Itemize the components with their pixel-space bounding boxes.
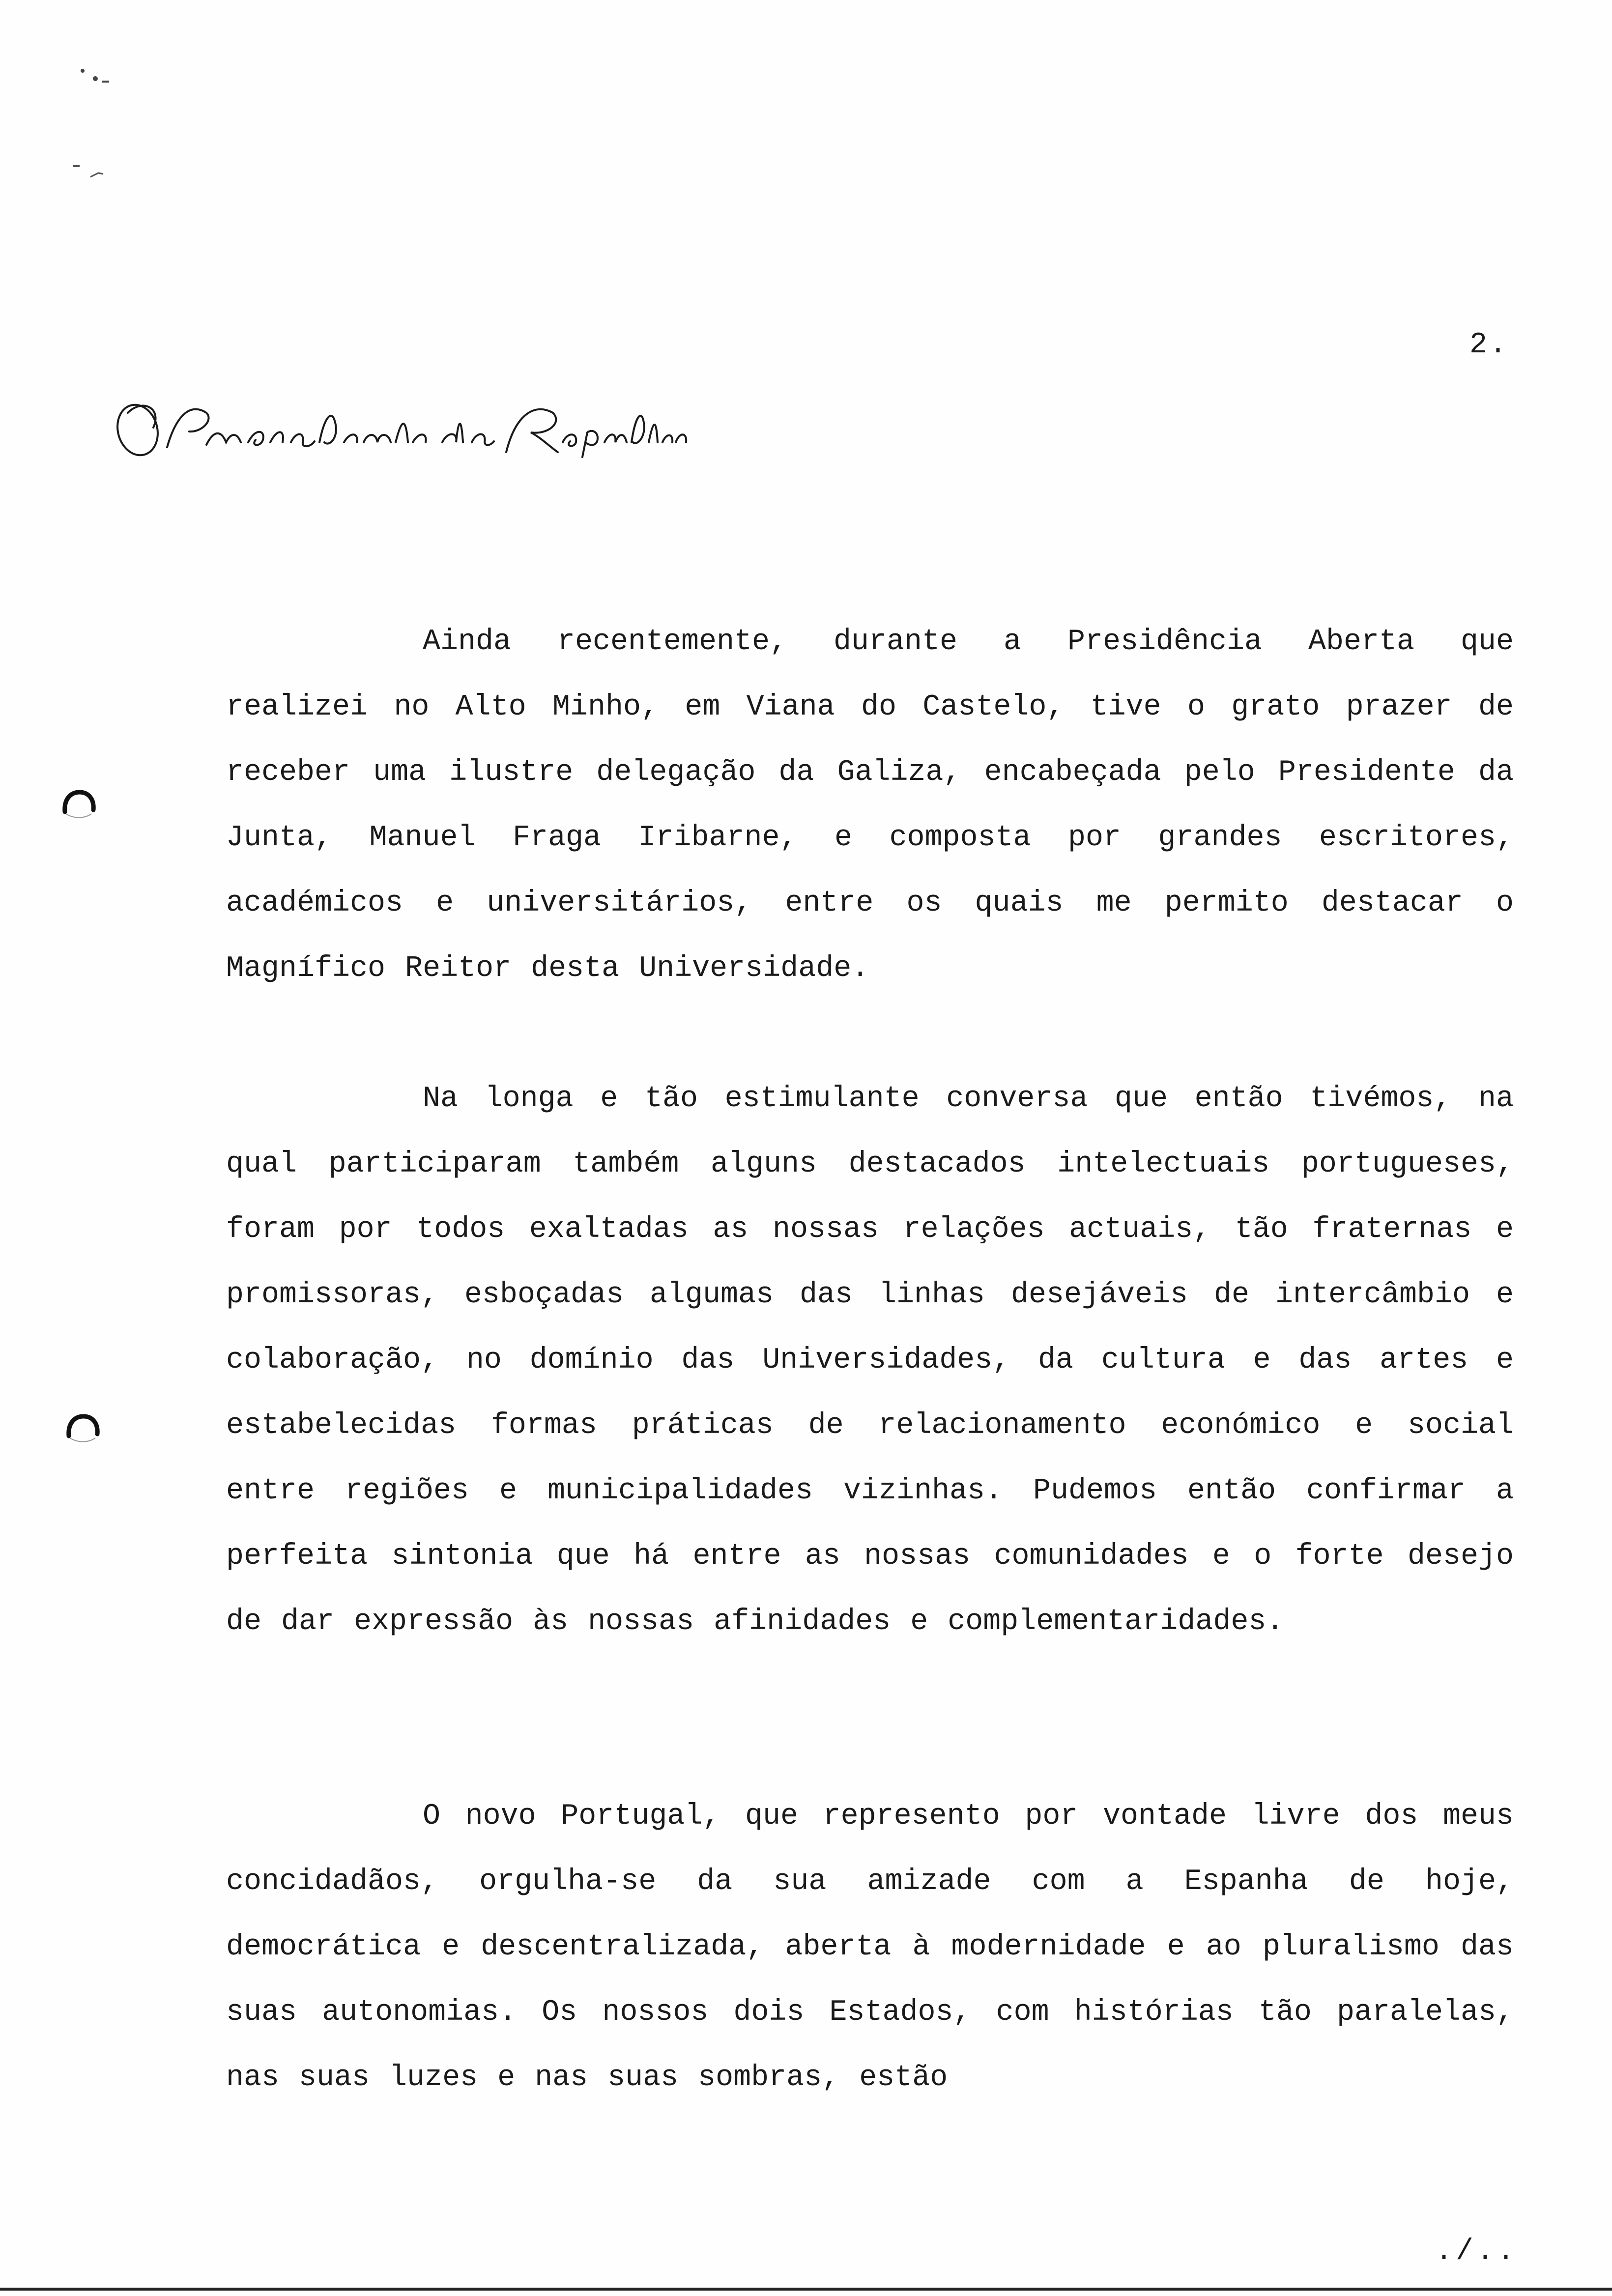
page-bottom-edge <box>0 2288 1612 2291</box>
punch-hole <box>63 1410 102 1450</box>
punch-hole <box>59 786 98 826</box>
paragraph: O novo Portugal, que represento por vontade livre dos meus concidadãos, orgulha-se da sua amizade com a Espanha de hoje, democrática e descentralizada, aberta à modernidade e ao pluralismo das suas autonomias. Os nossos dois Estados, com histórias tão paralelas, nas suas luzes e nas suas sombras, estão <box>226 1800 1514 2095</box>
letterhead-logo <box>108 393 688 477</box>
continuation-mark: ./.. <box>1435 2235 1518 2268</box>
scan-speck-mark <box>74 64 113 93</box>
paragraph: Ainda recentemente, durante a Presidência Aberta que realizei no Alto Minho, em Viana do Castelo, tive o grato prazer de receber uma ilustre delegação da Galiza, encabeçada pelo Presidente da Junta, Manuel Fraga Iribarne, e composta por grandes escritores, académicos e universitários, entre os quais me permito destacar o Magnífico Reitor desta Universidade. <box>226 625 1514 985</box>
paragraph: Na longa e tão estimulante conversa que então tivémos, na qual participaram também alguns destacados intelectuais portugueses, foram por todos exaltadas as nossas relações actuais, tão fraternas e promissoras, esboçadas algumas das linhas desejáveis de intercâmbio e colaboração, no domínio das Universidades, da cultura e das artes e estabelecidas formas práticas de relacionamento económico e social entre regiões e municipalidades vizinhas. Pudemos então confirmar a perfeita sintonia que há entre as nossas comunidades e o forte desejo de dar expressão às nossas afinidades e complementaridades. <box>226 1082 1514 1638</box>
page-number: 2. <box>1469 328 1509 362</box>
scan-speck-mark <box>69 162 113 186</box>
